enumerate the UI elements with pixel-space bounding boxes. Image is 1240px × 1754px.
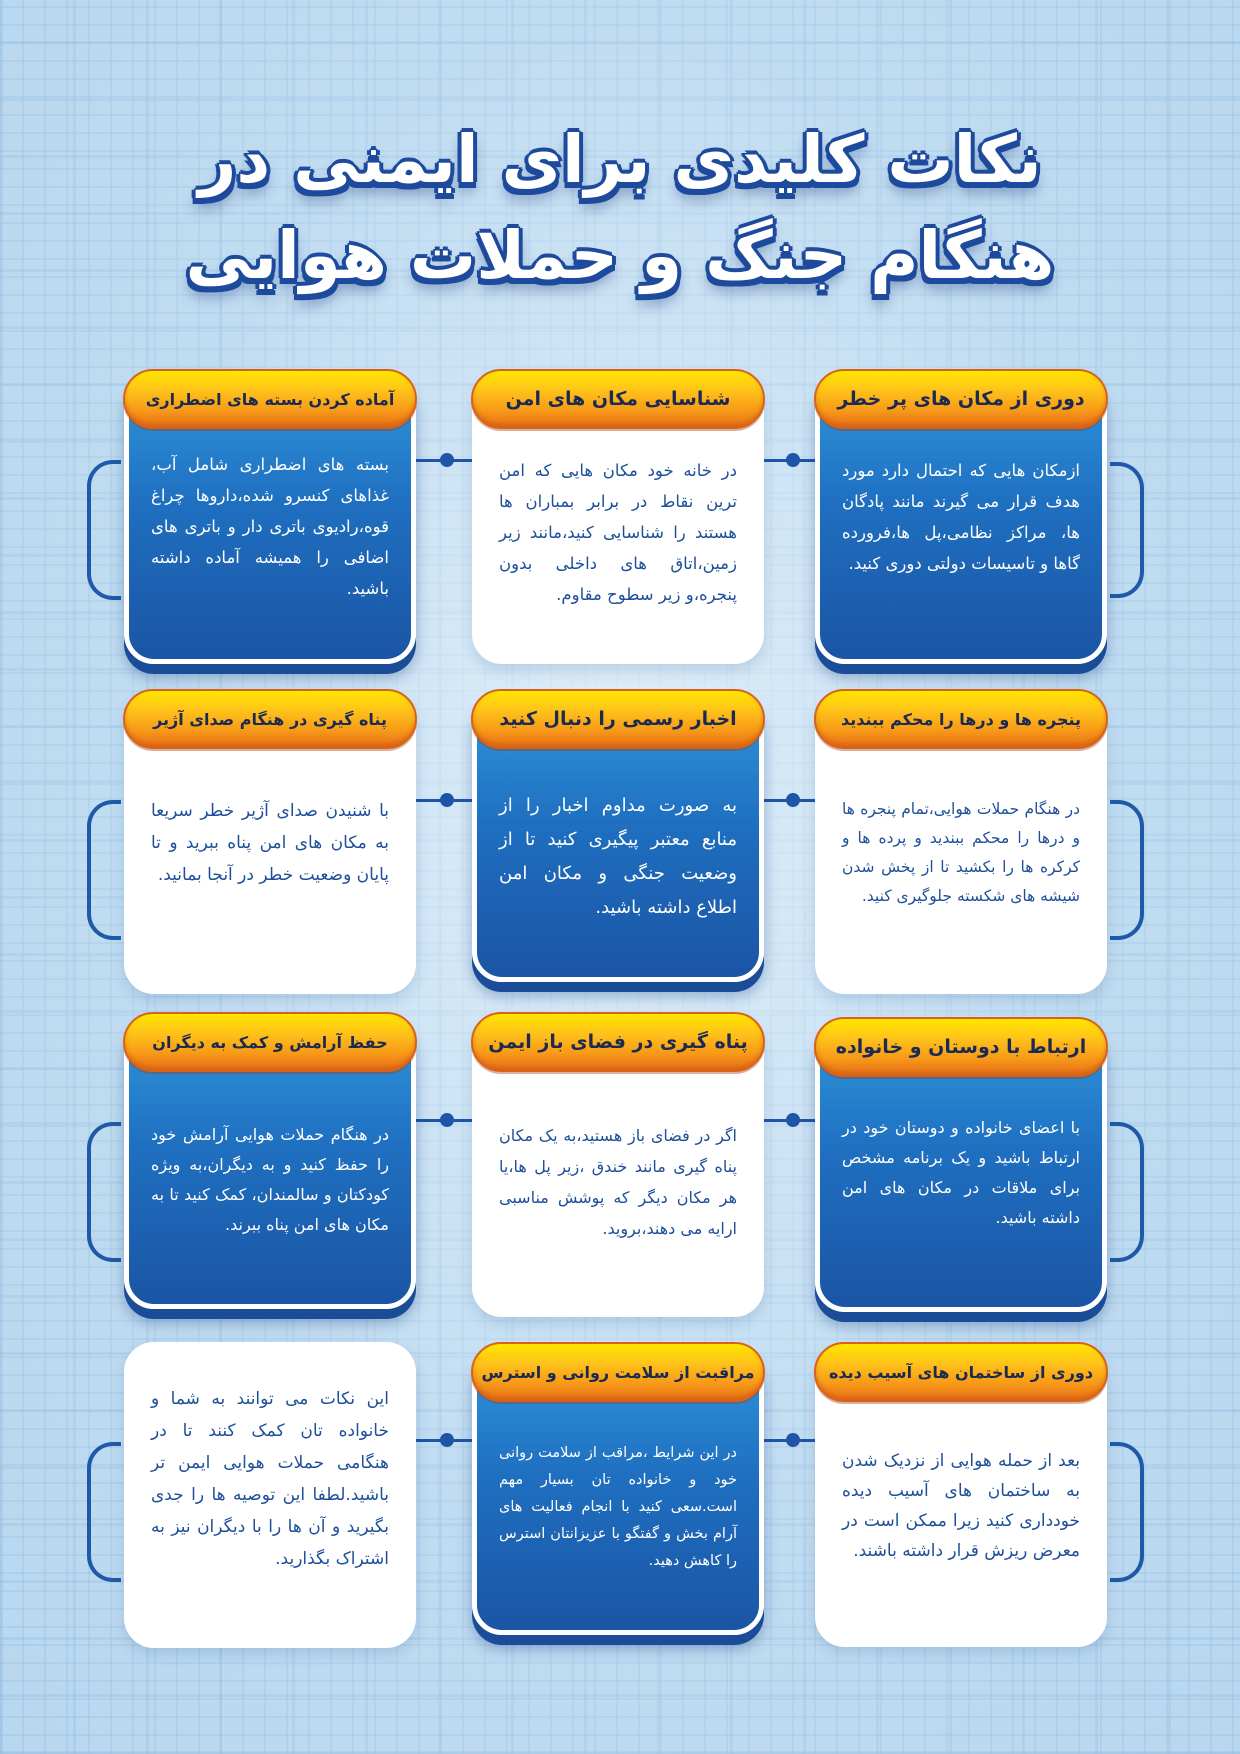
tip-text: بعد از حمله هوایی از نزدیک شدن به ساختمان های آسیب دیده خودداری کنید زیرا ممکن است در معرض ریزش قرار داشته باشند.	[842, 1451, 1080, 1561]
tip-header	[123, 369, 417, 429]
connector-dot	[440, 453, 454, 467]
connector-dot	[786, 1433, 800, 1447]
connector-dot	[440, 1433, 454, 1447]
tip-card	[472, 372, 764, 664]
tip-card	[472, 1015, 764, 1317]
connector-bracket-right	[1110, 1122, 1144, 1262]
tip-title: آماده کردن بسته های اضطراری	[145, 389, 395, 409]
tip-title: اخبار رسمی را دنبال کنید	[499, 708, 737, 730]
tip-header	[814, 1342, 1108, 1402]
tip-card	[815, 692, 1107, 994]
connector-bracket-left	[87, 460, 121, 600]
tip-title: پناه گیری در هنگام صدای آژیر	[153, 709, 387, 729]
closing-note-card	[124, 1342, 416, 1648]
connector-dot	[440, 793, 454, 807]
tip-text: ازمکان هایی که احتمال دارد مورد هدف قرار می گیرند مانند پادگان ها، مراکز نظامی،پل ها،فرورده گاها و تاسیسات دولتی دوری کنید.	[842, 461, 1080, 573]
title-line-2: هنگام جنگ و حملات هوایی	[185, 217, 1055, 294]
tip-card	[124, 1015, 416, 1309]
tip-text: با اعضای خانواده و دوستان خود در ارتباط باشید و یک برنامه مشخص برای ملاقات در مکان های امن داشته باشید.	[842, 1118, 1080, 1227]
tip-text: در هنگام حملات هوایی،تمام پنجره ها و درها را محکم ببندید و پرده ها و کرکره ها را بکشید تا از پخش شدن شیشه های شکسته جلوگیری کنید.	[842, 800, 1080, 905]
connector-dot	[440, 1113, 454, 1127]
tip-card	[815, 372, 1107, 664]
connector-bracket-right	[1110, 800, 1144, 940]
connector-dot	[786, 453, 800, 467]
tip-card	[124, 372, 416, 664]
connector-bracket-left	[87, 1122, 121, 1262]
tip-card	[124, 692, 416, 994]
tip-card	[472, 692, 764, 982]
tip-header	[471, 689, 765, 749]
tip-text: در خانه خود مکان هایی که امن ترین نقاط در برابر بمباران ها هستند را شناسایی کنید،مانند زیر زمین،اتاق های داخلی بدون پنجره،و زیر سطوح مقاوم.	[499, 461, 737, 604]
closing-note-text: این نکات می توانند به شما و خانواده تان کمک کنند تا در هنگامی حملات هوایی ایمن تر باشید.لطفا این توصیه ها را جدی بگیرید و آن ها را با دیگران نیز به اشتراک بگذارید.	[151, 1389, 389, 1569]
connector-bracket-left	[87, 800, 121, 940]
tip-header	[814, 689, 1108, 749]
tip-text: به صورت مداوم اخبار را از منابع معتبر پیگیری کنید تا از وضعیت جنگی و مکان امن اطلاع داشته باشید.	[499, 795, 737, 918]
tip-text: اگر در فضای باز هستید،به یک مکان پناه گیری مانند خندق ،زیر پل ها،یا هر مکان دیگر که پوشش مناسبی ارایه می دهند،بروید.	[499, 1126, 737, 1238]
tip-card	[815, 1020, 1107, 1312]
connector-bracket-left	[87, 1442, 121, 1582]
tip-title: حفظ آرامش و کمک به دیگران	[152, 1032, 388, 1052]
tip-card	[472, 1345, 764, 1635]
tip-title: مراقبت از سلامت روانی و استرس	[481, 1362, 755, 1382]
tip-title: پنجره ها و درها را محکم ببندید	[841, 709, 1082, 729]
tip-text: بسته های اضطراری شامل آب، غذاهای کنسرو شده،داروها چراغ قوه،رادیوی باتری دار و باتری های اضافی را همیشه آماده داشته باشید.	[151, 455, 389, 598]
tip-text: با شنیدن صدای آژیر خطر سریعا به مکان های امن پناه ببرید و تا پایان وضعیت خطر در آنجا بمانید.	[151, 801, 389, 885]
tip-header	[471, 1342, 765, 1402]
title-line-1: نکات کلیدی برای ایمنی در	[198, 121, 1042, 198]
tip-title: دوری از ساختمان های آسیب دیده	[828, 1362, 1094, 1382]
tip-header	[814, 1017, 1108, 1077]
tip-header	[471, 1012, 765, 1072]
connector-dot	[786, 1113, 800, 1127]
tip-header	[471, 369, 765, 429]
connector-dot	[786, 793, 800, 807]
tip-header	[123, 689, 417, 749]
tip-header	[814, 369, 1108, 429]
tip-title: پناه گیری در فضای باز ایمن	[488, 1031, 748, 1053]
tip-card	[815, 1345, 1107, 1647]
tip-header	[123, 1012, 417, 1072]
tip-title: شناسایی مکان های امن	[505, 388, 731, 410]
tip-text: در این شرایط ،مراقب از سلامت روانی خود و خانواده تان بسیار مهم است.سعی کنید با انجام فعالیت های آرام بخش و گفتگو با عزیزانتان استرس را کاهش دهید.	[499, 1445, 737, 1569]
tip-title: دوری از مکان های پر خطر	[837, 388, 1085, 410]
tip-text: در هنگام حملات هوایی آرامش خود را حفظ کنید و به دیگران،به ویژه کودکتان و سالمندان، کمک کنید تا به مکان های امن پناه ببرند.	[151, 1125, 389, 1234]
infographic-title	[120, 112, 1120, 304]
tip-title: ارتباط با دوستان و خانواده	[835, 1036, 1087, 1058]
connector-bracket-right	[1110, 462, 1144, 598]
connector-bracket-right	[1110, 1442, 1144, 1582]
